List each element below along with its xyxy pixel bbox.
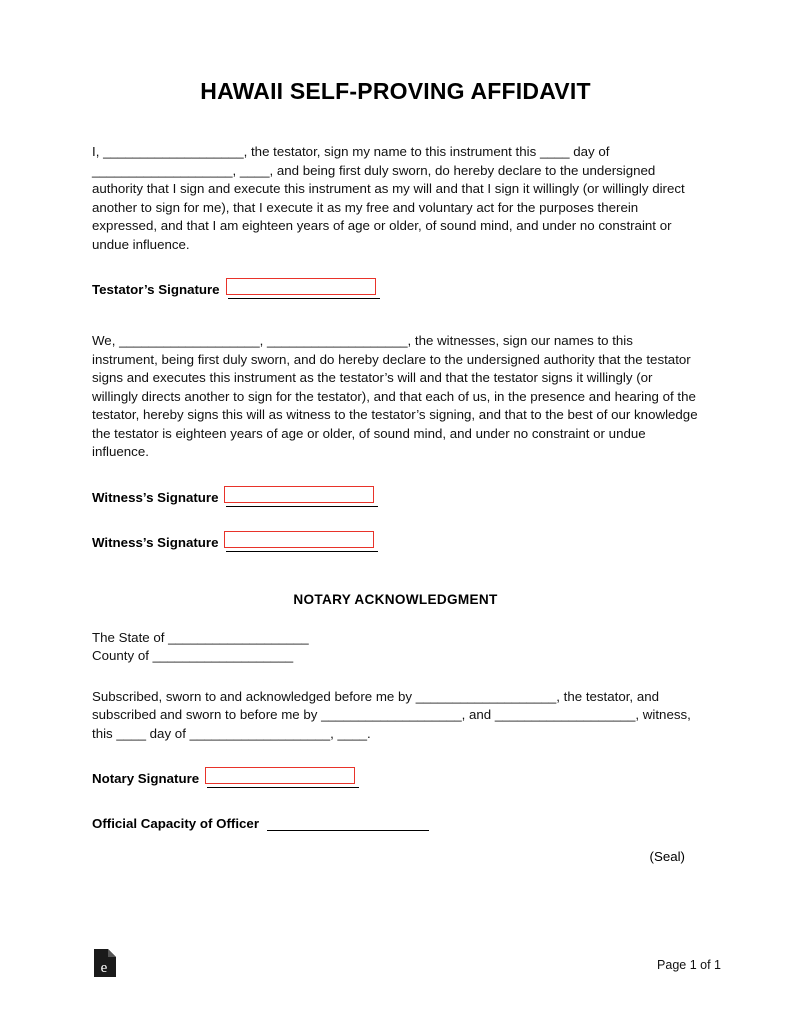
witness-two-signature-row [92,533,699,552]
eforms-logo-icon [92,948,118,978]
testator-signature-label: Testator’s Signature [92,282,220,297]
notary-signature-box[interactable] [205,767,355,784]
witness-one-signature-row [92,488,699,507]
notary-signature-underline [207,787,359,788]
notary-signature-row [92,769,699,788]
page-footer [0,948,791,978]
witness-two-signature-field[interactable] [224,533,376,552]
state-county-block [92,629,699,666]
page-title: HAWAII SELF-PROVING AFFIDAVIT [200,78,591,104]
seal-text: (Seal) [649,849,685,864]
witness-one-signature-box[interactable] [224,486,374,503]
witness-two-signature-label: Witness’s Signature [92,534,219,550]
county-line: County of ___________________ [92,648,294,663]
witness-two-signature-underline [226,551,378,552]
official-capacity-input[interactable] [267,816,429,831]
official-capacity-row [92,816,699,831]
notary-signature-label: Notary Signature [92,771,200,786]
witness-one-signature-underline [226,506,378,507]
testator-signature-row [92,280,699,299]
witness-declaration-paragraph: We, ___________________, ___________________, the witnesses, sign our names to this instrument, being first duly sworn, and do hereby declare to the undersigned authority that the testator signs and executes this instrument as the testator’s will and that the testator signs it willingly (or willingly directs another to sign for the testator), and that each of us, in the presence and hearing of the testator, hereby signs this will as witness to the testator’s signing, and that to the best of our knowledge the testator is eighteen years of age or older, of sound mind, and under no constraint or undue influence. [92,333,698,459]
witness-one-signature-label: Witness’s Signature [92,489,219,505]
state-line: The State of ___________________ [92,629,309,645]
notary-signature-field[interactable] [205,769,357,788]
subscribed-paragraph: Subscribed, sworn to and acknowledged before me by ___________________, the testator, and subscribed and sworn to before me by ___________________, and ___________________, witness, this ____ day of ___________________, ____. [92,688,691,741]
testator-signature-field[interactable] [226,280,378,299]
svg-text:e: e [100,960,108,976]
testator-signature-underline [228,298,380,299]
testator-declaration-paragraph: I, ___________________, the testator, sign my name to this instrument this ____ day of ___________________, ____, and being first duly sworn, do hereby declare to the undersigned authority that I sign and execute this instrument as my will and that I sign it willingly (or willingly direct another to sign for me), that I execute it as my free and voluntary act for the purposes therein expressed, and that I am eighteen years of age or older, of sound mind, and under no constraint or undue influence. [92,144,685,252]
testator-signature-box[interactable] [226,278,376,295]
page-number: Page 1 of 1 [657,958,721,972]
witness-one-signature-field[interactable] [224,488,376,507]
official-capacity-label: Official Capacity of Officer [92,816,259,831]
witness-two-signature-box[interactable] [224,531,374,548]
notary-acknowledgment-heading: NOTARY ACKNOWLEDGMENT [293,591,498,607]
